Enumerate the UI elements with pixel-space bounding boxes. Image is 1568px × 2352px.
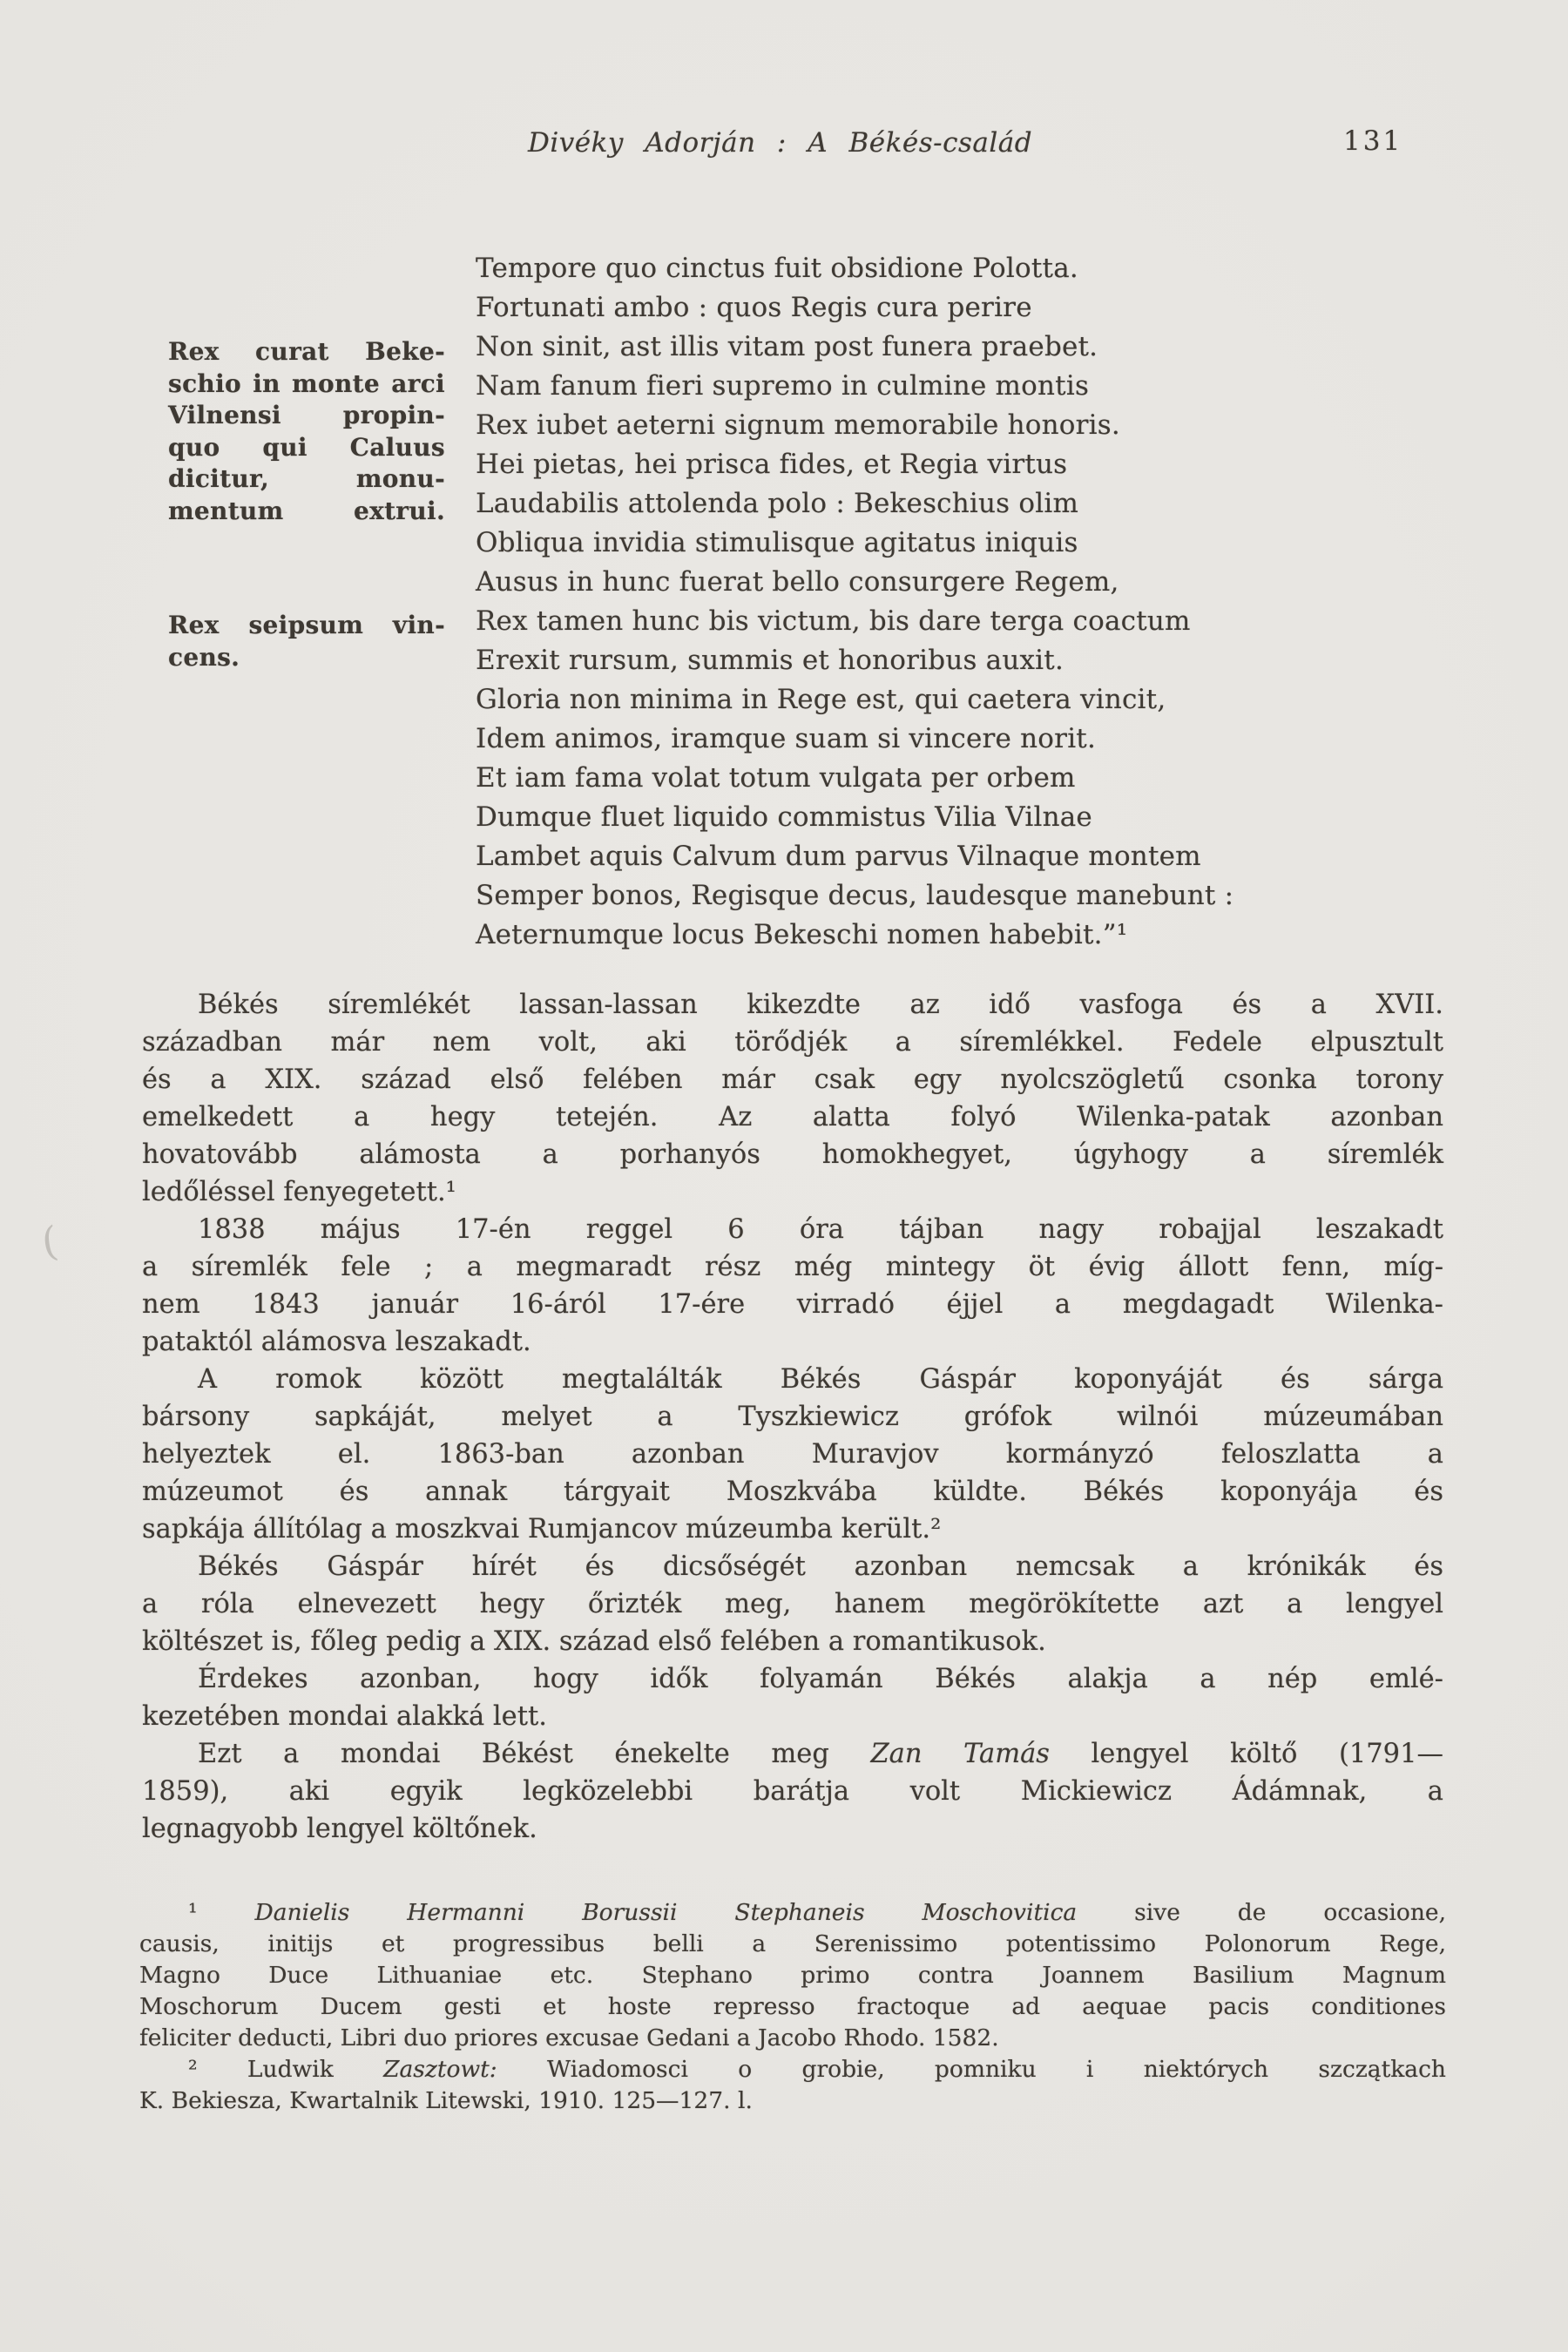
page-number: 131 [1343,125,1403,157]
paragraph-5 [142,1660,1443,1735]
paragraph-1 [142,986,1443,1211]
footnote-1 [139,1897,1446,2054]
text-line: a róla elnevezett hegy őrizték meg, hanem megörökítette azt a lengyel [142,1589,1443,1619]
poem-line: Non sinit, ast illis vitam post funera praebet. [476,331,1098,362]
running-header-title: Divéky Adorján : A Békés-család [528,127,1033,159]
poem-line: Idem animos, iramque suam si vincere norit. [476,723,1097,754]
footnote-line: K. Bekiesza, Kwartalnik Litewski, 1910. 125—127. l. [139,2087,753,2114]
text-line: ledőléssel fenyegetett.¹ [142,1177,456,1207]
poem-line: Rex iubet aeterni signum memorabile honoris. [476,409,1120,441]
text-line: nem 1843 január 16-áról 17-ére virradó éjjel a megdagadt Wilenka- [142,1289,1443,1320]
poem-line: Ausus in hunc fuerat bello consurgere Regem, [476,566,1119,598]
text-line: Érdekes azonban, hogy idők folyamán Békés alakja a nép emlé- [198,1664,1443,1694]
margin-note-line: Rex seipsum vin- [168,611,445,639]
poem-line: Gloria non minima in Rege est, qui caetera vincit, [476,684,1166,715]
footnote-line: Magno Duce Lithuaniae etc. Stephano primo contra Joannem Basilium Magnum [139,1962,1446,1989]
poem-line: Et iam fama volat totum vulgata per orbem [476,762,1076,794]
text-line: emelkedett a hegy tetején. Az alatta folyó Wilenka-patak azonban [142,1102,1443,1132]
paragraph-4 [142,1548,1443,1660]
paragraph-2 [142,1211,1443,1361]
poem-line: Aeternumque locus Bekeschi nomen habebit.”¹ [476,919,1128,950]
footnote-line: Moschorum Ducem gesti et hoste represso fractoque ad aequae pacis conditiones [139,1993,1446,2020]
margin-note-line: Rex curat Beke- [168,337,445,366]
poem-line: Semper bonos, Regisque decus, laudesque manebunt : [476,880,1234,911]
poem-line: Nam fanum fieri supremo in culmine montis [476,370,1090,402]
margin-note-line: quo qui Caluus [168,432,445,462]
margin-note-line: schio in monte arci [168,368,445,398]
poem-line: Rex tamen hunc bis victum, bis dare terga coactum [476,605,1191,637]
margin-note-line: cens. [168,642,240,672]
poem-line: Laudabilis attolenda polo : Bekeschius olim [476,488,1079,519]
text-line: Békés síremlékét lassan-lassan kikezdte az idő vasfoga és a XVII. [198,990,1443,1020]
footnote-line: ² Ludwik Zasztowt: Wiadomosci o grobie, pomniku i niektórych szczątkach [188,2056,1446,2083]
footnote-line: ¹ Danielis Hermanni Borussii Stephaneis Moschovitica sive de occasione, [188,1899,1447,1926]
margin-note-line: Vilnensi propin- [168,401,445,429]
text-line: A romok között megtalálták Békés Gáspár koponyáját és sárga [198,1364,1443,1395]
body-text [142,986,1443,1848]
margin-note-1 [168,336,445,527]
text-line: bársony sapkáját, melyet a Tyszkiewicz grófok wilnói múzeumában [142,1402,1443,1432]
margin-note-line: mentum extrui. [168,496,445,525]
text-line: 1859), aki egyik legközelebbi barátja volt Mickiewicz Ádámnak, a [142,1776,1443,1807]
footnote-2 [139,2054,1446,2117]
text-line: Békés Gáspár hírét és dicsőségét azonban nemcsak a krónikák és [198,1551,1443,1582]
poem-line: Hei pietas, hei prisca fides, et Regia virtus [476,449,1068,480]
text-line: pataktól alámosva leszakadt. [142,1327,531,1357]
text-line: múzeumot és annak tárgyait Moszkvába küldte. Békés koponyája és [142,1477,1443,1507]
text-line: 1838 május 17-én reggel 6 óra tájban nagy robajjal leszakadt [198,1214,1443,1245]
paragraph-6 [142,1735,1443,1848]
text-line: kezetében mondai alakká lett. [142,1701,547,1732]
footnotes-section [139,1897,1446,2117]
text-line: században már nem volt, aki törődjék a síremlékkel. Fedele elpusztult [142,1027,1443,1058]
poem-line: Erexit rursum, summis et honoribus auxit. [476,645,1064,676]
text-line: legnagyobb lengyel költőnek. [142,1814,537,1844]
margin-note-line: dicitur, monu- [168,464,445,493]
latin-poem [476,249,1495,955]
margin-note-2 [168,610,445,673]
text-line: és a XIX. század első felében már csak egy nyolcszögletű csonka torony [142,1064,1443,1095]
text-line: hovatovább alámosta a porhanyós homokhegyet, úgyhogy a síremlék [142,1139,1443,1170]
scan-artifact-paren: ( [38,1217,61,1266]
text-line: költészet is, főleg pedig a XIX. század első felében a romantikusok. [142,1626,1046,1657]
text-line: sapkája állítólag a moszkvai Rumjancov múzeumba került.² [142,1514,942,1544]
poem-line: Obliqua invidia stimulisque agitatus iniquis [476,527,1078,558]
text-line: a síremlék fele ; a megmaradt rész még mintegy öt évig állott fenn, míg- [142,1252,1443,1282]
text-line: helyeztek el. 1863-ban azonban Muravjov kormányzó feloszlatta a [142,1439,1443,1470]
poem-line: Lambet aquis Calvum dum parvus Vilnaque montem [476,841,1201,872]
poem-line: Fortunati ambo : quos Regis cura perire [476,292,1032,323]
poem-line: Dumque fluet liquido commistus Vilia Vilnae [476,801,1092,833]
text-line: Ezt a mondai Békést énekelte meg Zan Tamás lengyel költő (1791— [198,1739,1443,1769]
footnote-line: causis, initijs et progressibus belli a Serenissimo potentissimo Polonorum Rege, [139,1930,1446,1957]
paragraph-3 [142,1361,1443,1548]
footnote-line: feliciter deducti, Libri duo priores excusae Gedani a Jacobo Rhodo. 1582. [139,2024,999,2051]
poem-line: Tempore quo cinctus fuit obsidione Polotta. [476,253,1078,284]
